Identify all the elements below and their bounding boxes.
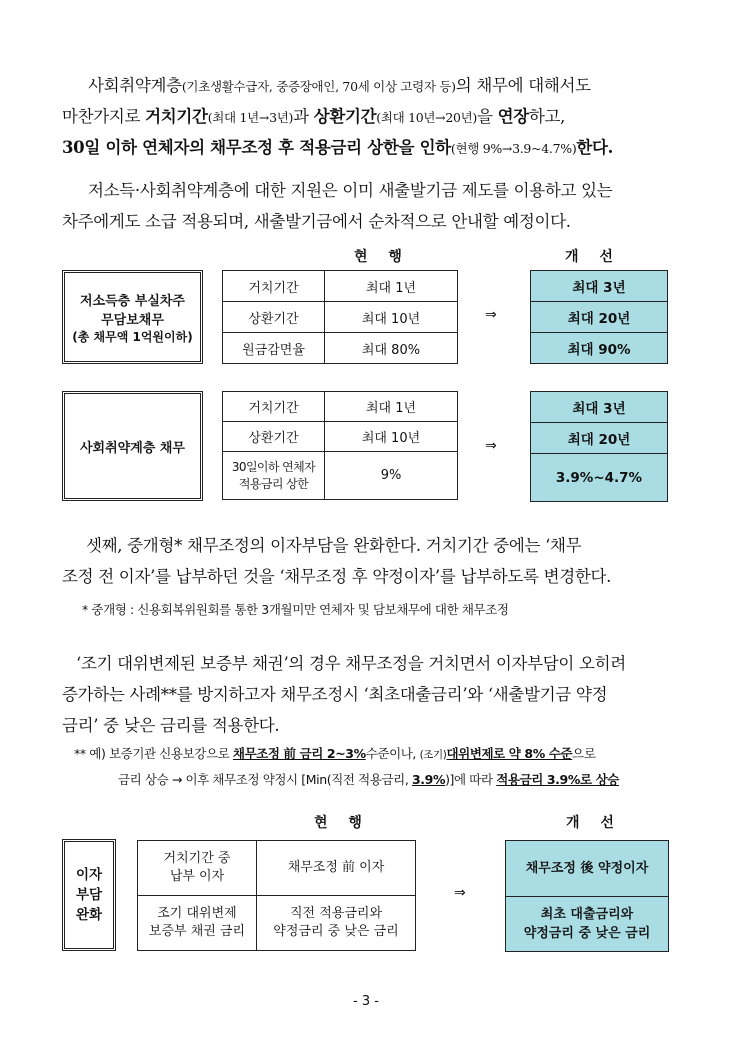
- cell: [506, 897, 668, 951]
- text: 연장: [497, 107, 529, 126]
- text: 30일 이하 연체자의 채무조정 후 적용금리 상한을 인하: [62, 138, 451, 157]
- cell: [223, 452, 325, 500]
- text: (기초생활수급자, 중증장애인, 70세 이상 고령자 등): [181, 79, 456, 94]
- para4-line3: 금리’ 중 낮은 금리를 적용한다.: [62, 716, 280, 735]
- cell: 3.9%~4.7%: [555, 469, 643, 486]
- text: 보증부 채권 금리: [148, 924, 246, 939]
- cell: 채무조정 後 약정이자: [506, 841, 668, 897]
- cell: [138, 896, 257, 951]
- cell: 9%: [325, 452, 458, 500]
- cell: 최대 10년: [325, 422, 458, 452]
- para3-line1: 셋째, 중개형* 채무조정의 이자부담을 완화한다. 거치기간 중에는 ‘채무: [86, 536, 582, 555]
- table3-improved: [505, 840, 669, 952]
- cell: 거치기간: [223, 392, 325, 422]
- arrow-icon: ⇒: [485, 438, 497, 454]
- text: 하고,: [528, 107, 566, 126]
- table1-current: [222, 270, 458, 364]
- cell: 최대 20년: [531, 423, 667, 454]
- header-improved-2: 개 선: [566, 815, 622, 831]
- cell: 최대 3년: [531, 392, 667, 423]
- text: 으로: [572, 746, 596, 761]
- text: 거치기간: [145, 107, 208, 126]
- header-current: 현 행: [354, 249, 410, 265]
- text: 마찬가지로: [62, 107, 146, 126]
- para3-note: * 중개형 : 신용회복위원회를 통한 3개월미만 연체자 및 담보채무에 대한 채무조정: [82, 602, 509, 617]
- cell: 최대 1년: [325, 271, 458, 302]
- header-improved: 개 선: [565, 249, 621, 265]
- cell: 상환기간: [223, 422, 325, 452]
- text: 최초 대출금리와: [540, 907, 634, 922]
- para3-line2: 조정 전 이자’를 납부하던 것을 ‘채무조정 후 약정이자’를 납부하도록 변경한다.: [62, 567, 612, 586]
- text: (현행 9%→3.9~4.7%): [450, 141, 577, 156]
- text: 금리 상승 → 이후 채무조정 약정시 [Min(직전 적용금리,: [118, 772, 412, 787]
- para1-line2: [62, 101, 702, 133]
- text: 부담: [75, 887, 103, 903]
- example-line2: [118, 770, 708, 788]
- text: ** 예) 보증기관 신용보강으로: [74, 746, 233, 761]
- cell: 채무조정 前 이자: [257, 841, 416, 896]
- table1-improved: [530, 270, 668, 364]
- text: 완화: [75, 907, 103, 923]
- para2-line2: 차주에게도 소급 적용되며, 새출발기금에서 순차적으로 안내할 예정이다.: [62, 212, 571, 231]
- para1-line1: [88, 70, 698, 102]
- page-number: - 3 -: [353, 994, 379, 1009]
- text: 적용금리 3.9%로 상승: [496, 772, 619, 787]
- cell: 최대 10년: [325, 302, 458, 333]
- para1-line3: [62, 132, 702, 164]
- text: 대위변제로 약 8% 수준: [446, 746, 573, 761]
- text: )]에 따라: [445, 772, 497, 787]
- text: (최대 10년→20년): [376, 110, 477, 125]
- table3-current: [137, 840, 416, 951]
- cell: 거치기간: [223, 271, 325, 302]
- cell: 최대 80%: [325, 333, 458, 364]
- cell: 상환기간: [223, 302, 325, 333]
- text: 상환기간: [313, 107, 377, 126]
- text: 한다.: [576, 138, 614, 157]
- cell: [138, 841, 257, 896]
- text: 의 채무에 대해서도: [455, 76, 591, 95]
- text: (조기): [419, 749, 447, 761]
- cell: 최대 3년: [531, 271, 667, 302]
- para4-line2: 증가하는 사례**를 방지하고자 채무조정시 ‘최초대출금리’와 ‘새출발기금 약정: [62, 685, 608, 704]
- arrow-icon: ⇒: [454, 885, 466, 901]
- table2-improved: [530, 391, 668, 502]
- arrow-icon: ⇒: [485, 307, 497, 323]
- text: 약정금리 중 낮은 금리: [273, 924, 399, 939]
- text: 직전 적용금리와: [289, 906, 383, 921]
- text: 을: [477, 107, 498, 126]
- para4-line1: ‘조기 대위변제된 보증부 채권’의 경우 채무조정을 거치면서 이자부담이 오히려: [76, 654, 626, 673]
- para2-line1: 저소득·사회취약계층에 대한 지원은 이미 새출발기금 제도를 이용하고 있는: [88, 181, 613, 200]
- cell: 최대 20년: [531, 302, 667, 333]
- text: (총 채무액 1억원이하): [72, 329, 193, 344]
- cell: 최대 90%: [567, 342, 631, 358]
- cell: [257, 896, 416, 951]
- text: 저소득층 부실차주: [80, 293, 185, 309]
- header-current-2: 현 행: [314, 815, 370, 831]
- text: (최대 1년→3년): [207, 110, 294, 125]
- example-line1: [74, 744, 704, 762]
- text: 30일이하 연체자: [231, 459, 316, 474]
- text: 납부 이자: [169, 869, 225, 884]
- text: 3.9%: [412, 772, 446, 787]
- text: 적용금리 상한: [238, 476, 309, 491]
- table2-label: 사회취약계층 채무: [62, 391, 203, 501]
- text: 과: [293, 107, 314, 126]
- text: 조기 대위변제: [157, 906, 237, 921]
- table2-current: [222, 391, 458, 500]
- text: 약정금리 중 낮은 금리: [523, 926, 651, 941]
- text: 거치기간 중: [163, 851, 231, 866]
- table1-label: [62, 270, 203, 364]
- table3-label: [62, 839, 116, 951]
- text: 이자: [75, 867, 103, 883]
- cell: 최대 1년: [325, 392, 458, 422]
- text: 사회취약계층: [88, 76, 182, 95]
- text: 채무조정 前 금리 2~3%: [232, 746, 366, 761]
- cell: 원금감면율: [223, 333, 325, 364]
- text: 수준이나,: [365, 746, 420, 761]
- text: 무담보채무: [101, 312, 164, 328]
